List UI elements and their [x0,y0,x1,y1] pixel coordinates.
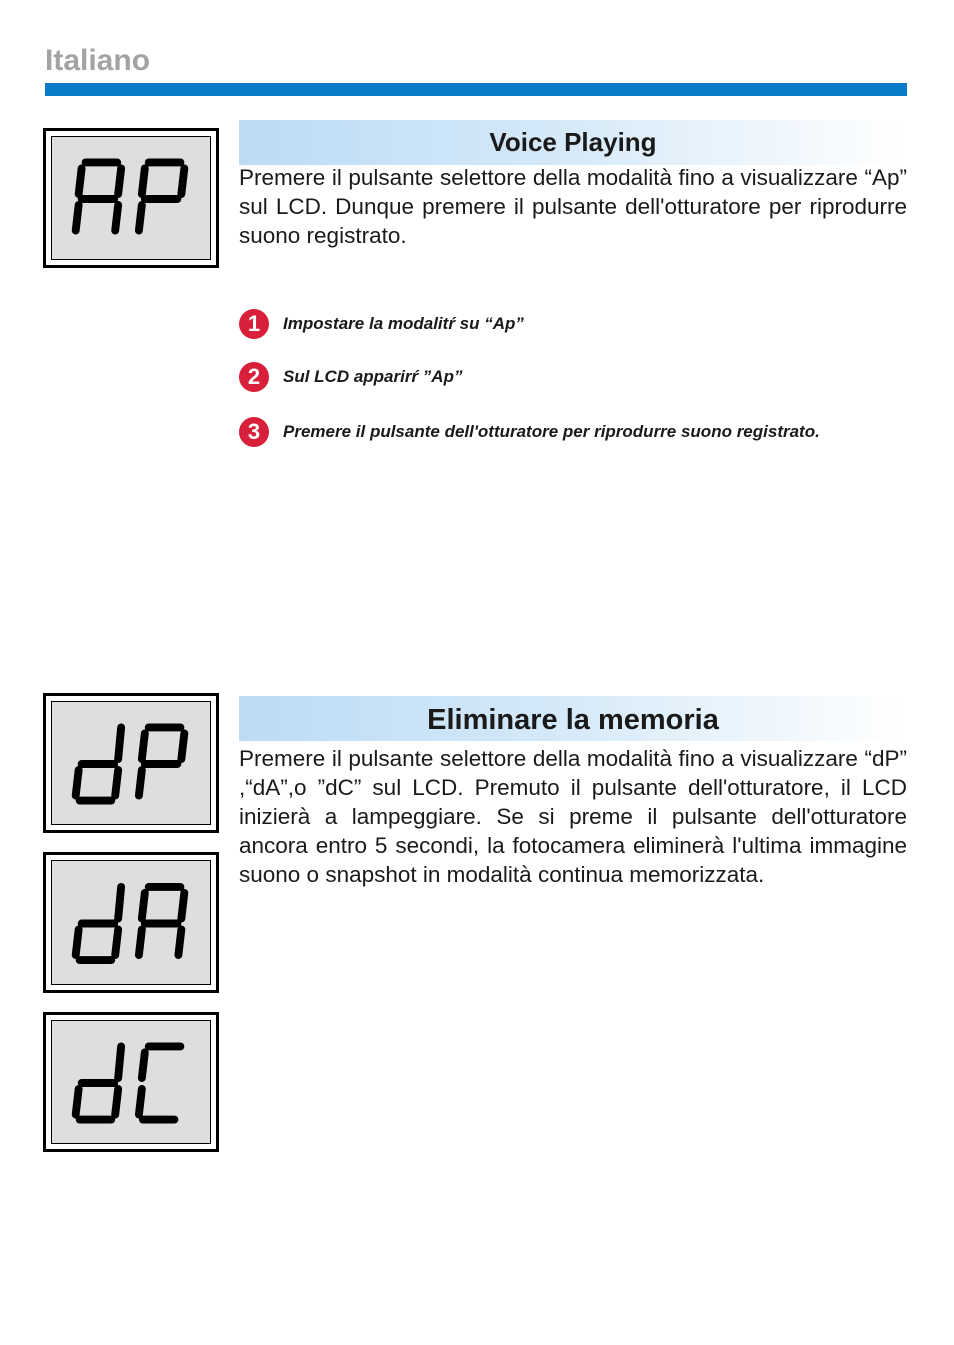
step-text: Impostare la modalitŕ su “Ap” [283,314,524,333]
step-text: Sul LCD apparirŕ ”Ap” [283,367,463,386]
voice-playing-description: Premere il pulsante selettore della modalità fino a visualizzare “Ap” sul LCD. Dunque premere il pulsante dell'otturatore per riprodurre suono registrato. [239,165,907,248]
lcd-display-ap [43,128,219,268]
section-title-eliminare: Eliminare la memoria [239,696,907,741]
step-text: Premere il pulsante dell'otturatore per riprodurre suono registrato. [283,422,820,441]
step-item-3 [239,417,820,447]
lcd-display-dp [43,693,219,833]
step-number-badge: 1 [239,309,269,339]
lcd-digits-dc [52,1021,210,1143]
step-item-1 [239,309,524,339]
lcd-digits-dp [52,702,210,824]
eliminare-description: Premere il pulsante selettore della modalità fino a visualizzare “dP” ,“dA”,o ”dC” sul LCD. Premuto il pulsante dell'otturatore, il LCD inizierà a lampeggiare. Se si preme il pulsante dell'otturatore ancora entro 5 secondi, la fotocamera eliminerà l'ultima immagine suono o snapshot in modalità continua memorizzata. [239,746,907,887]
step-number-badge: 3 [239,417,269,447]
step-number-badge: 2 [239,362,269,392]
header-rule [45,83,907,96]
step-item-2 [239,362,462,392]
lcd-digits-da [52,861,210,984]
page-language-header: Italiano [45,44,151,77]
lcd-display-da [43,852,219,993]
lcd-display-dc [43,1012,219,1152]
lcd-digits-ap [52,137,210,259]
section-title-voice-playing: Voice Playing [239,120,907,165]
